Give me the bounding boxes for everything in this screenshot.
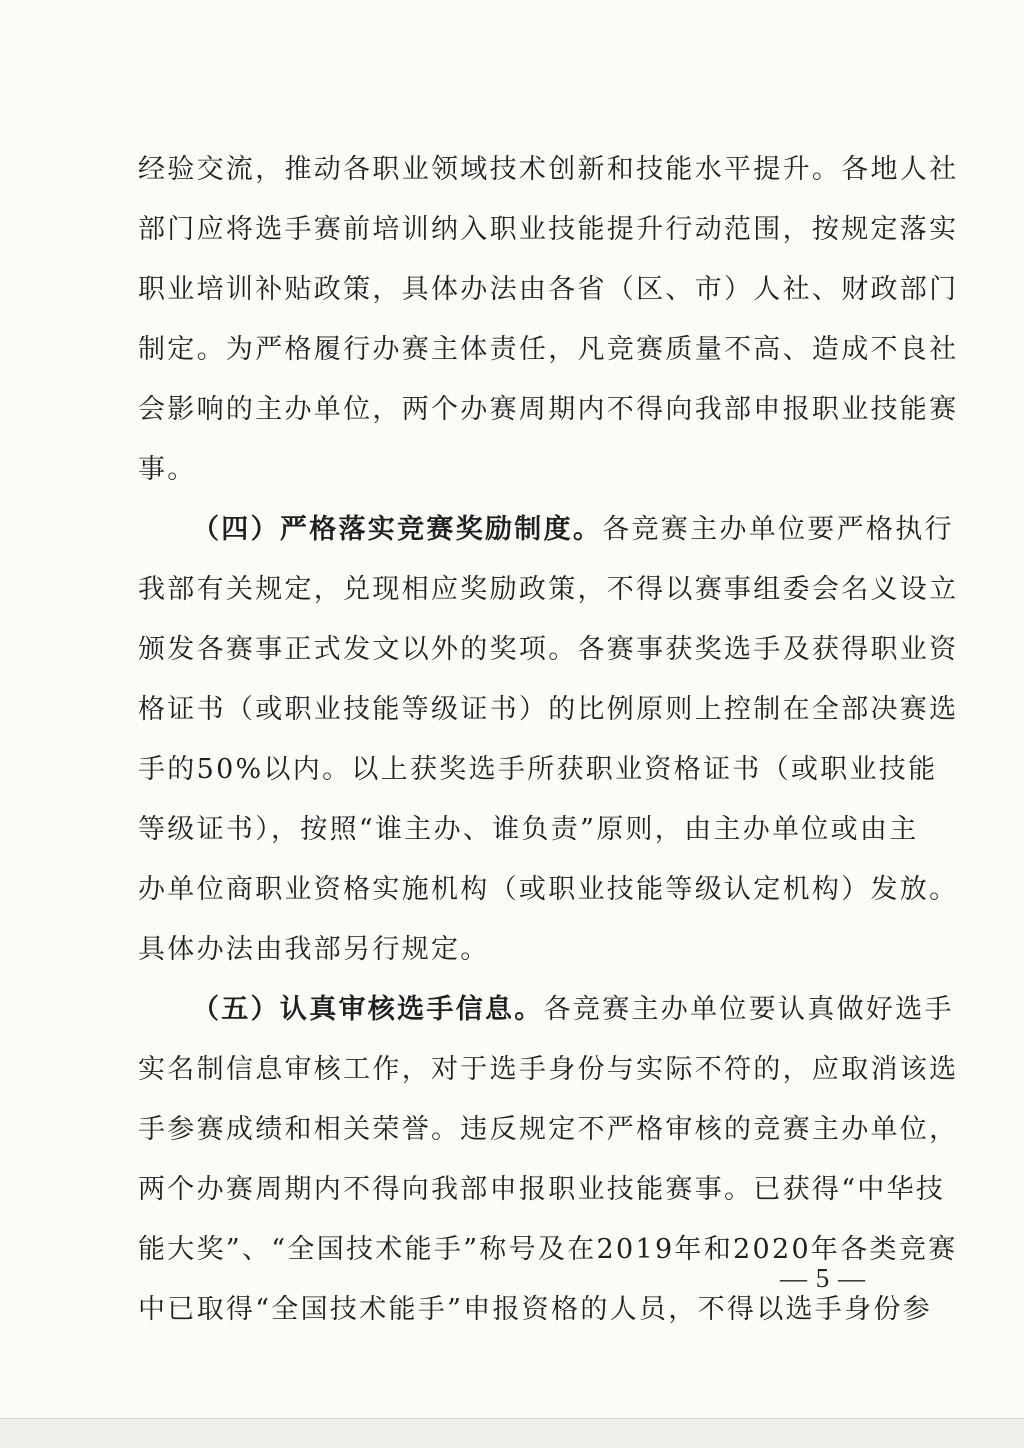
text-line-14: 具体办法由我部另行规定。: [138, 934, 490, 965]
text-line-11: 手的50%以内。以上获奖选手所获职业资格证书（或职业技能: [138, 754, 938, 785]
section-4-line: [138, 500, 954, 560]
text-line-3: 职业培训补贴政策，具体办法由各省（区、市）人社、财政部门: [138, 274, 959, 305]
text-line-4: 制定。为严格履行办赛主体责任，凡竞赛质量不高、造成不良社: [138, 334, 959, 365]
text-line-20: 中已取得“全国技术能手”申报资格的人员，不得以选手身份参: [138, 1294, 933, 1325]
text-line-16: 实名制信息审核工作，对于选手身份与实际不符的，应取消该选: [138, 1054, 959, 1085]
text-line-8: 我部有关规定，兑现相应奖励政策，不得以赛事组委会名义设立: [138, 574, 959, 605]
text-line-13: 办单位商职业资格实施机构（或职业技能等级认定机构）发放。: [138, 874, 959, 905]
text-line-12: 等级证书），按照“谁主办、谁负责”原则，由主办单位或由主: [138, 814, 919, 845]
section-4-text: 各竞赛主办单位要严格执行: [602, 514, 954, 545]
text-line-17: 手参赛成绩和相关荣誉。违反规定不严格审核的竞赛主办单位，: [138, 1114, 959, 1145]
section-5-text: 各竞赛主办单位要认真做好选手: [543, 994, 954, 1025]
text-line-18: 两个办赛周期内不得向我部申报职业技能赛事。已获得“中华技: [138, 1174, 946, 1205]
text-line-1: 经验交流，推动各职业领域技术创新和技能水平提升。各地人社: [138, 154, 959, 185]
text-line-2: 部门应将选手赛前培训纳入职业技能提升行动范围，按规定落实: [138, 214, 959, 245]
section-5-heading: （五）认真审核选手信息。: [192, 994, 544, 1025]
page-number: — 5 —: [780, 1263, 866, 1293]
text-line-10: 格证书（或职业技能等级证书）的比例原则上控制在全部决赛选: [138, 694, 959, 725]
text-line-9: 颁发各赛事正式发文以外的奖项。各赛事获奖选手及获得职业资: [138, 634, 959, 665]
text-line-6: 事。: [138, 454, 197, 485]
scan-bottom-edge: [0, 1418, 1024, 1448]
section-4-heading: （四）严格落实竞赛奖励制度。: [192, 514, 603, 545]
text-line-19: 能大奖”、“全国技术能手”称号及在2019年和2020年各类竞赛: [138, 1234, 958, 1265]
section-5-line: [138, 980, 954, 1040]
text-line-5: 会影响的主办单位，两个办赛周期内不得向我部申报职业技能赛: [138, 394, 959, 425]
